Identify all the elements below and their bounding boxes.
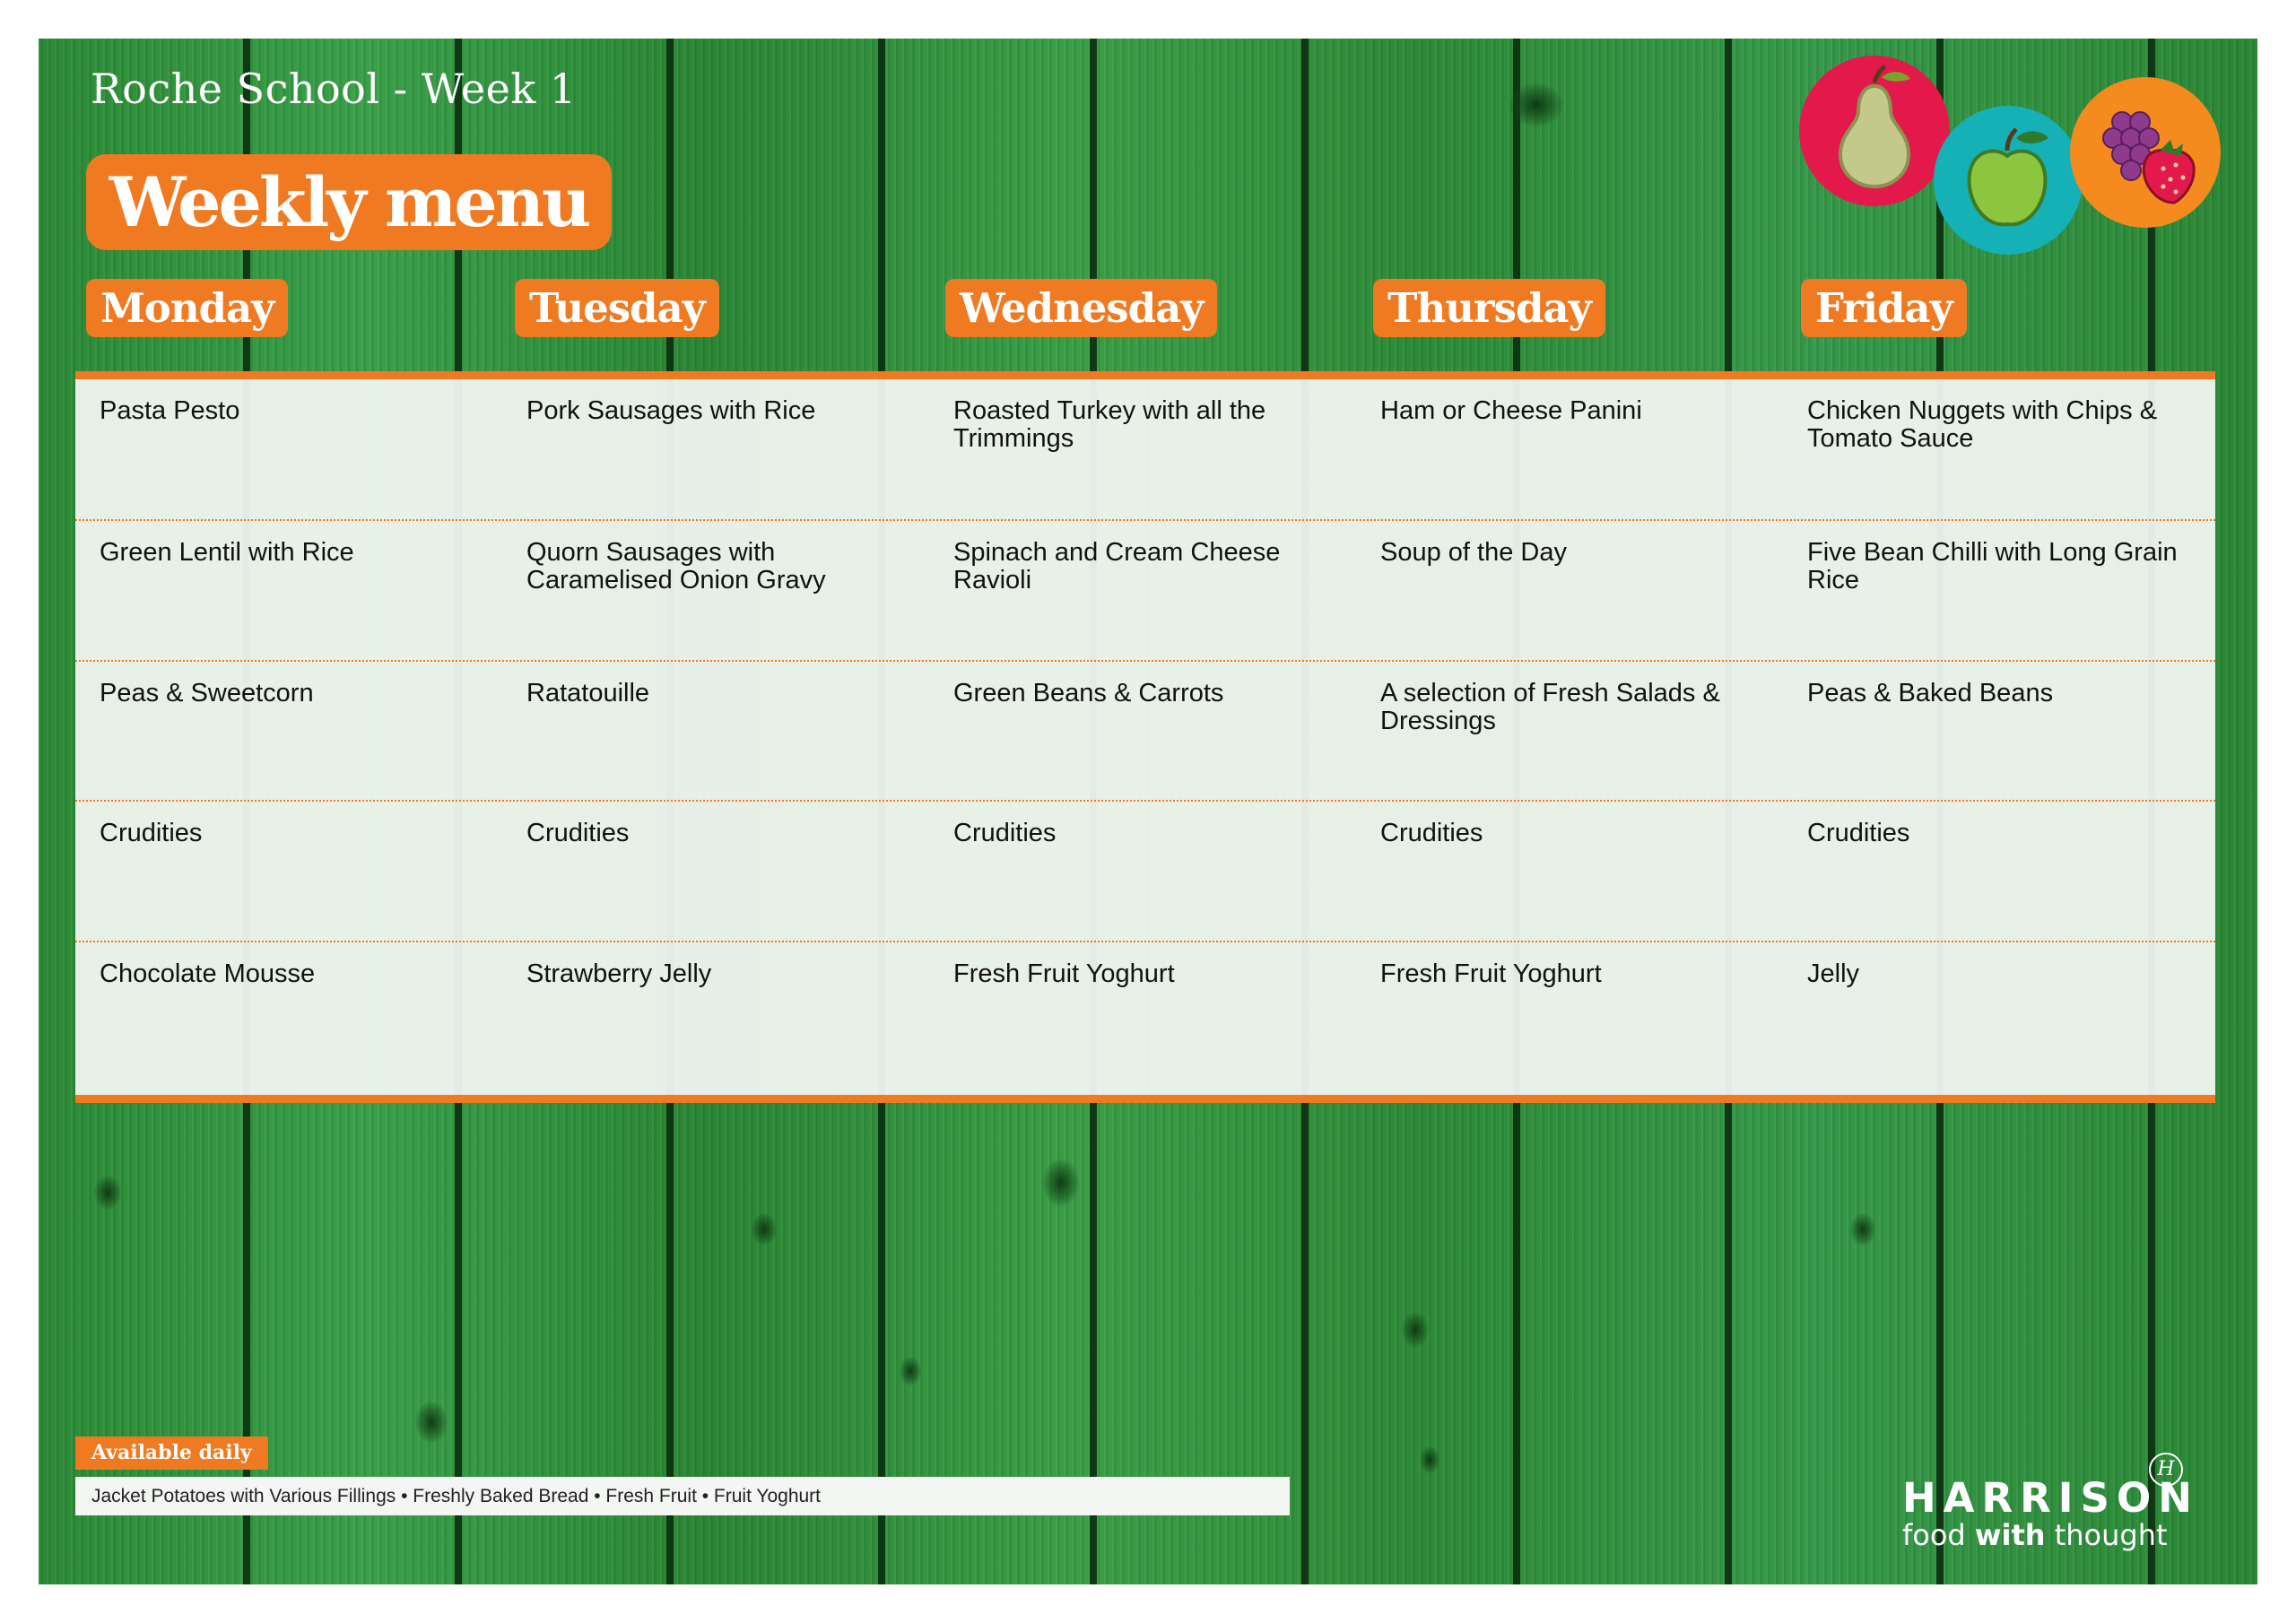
- available-daily-label: Available daily: [75, 1436, 268, 1470]
- logo-tagline-em: with: [1974, 1518, 2046, 1552]
- logo-tagline-pre: food: [1902, 1518, 1975, 1552]
- wood-knot: [752, 1213, 777, 1245]
- menu-cell: A selection of Fresh Salads & Dressings: [1380, 679, 1720, 735]
- wood-knot: [1402, 1312, 1429, 1348]
- menu-table: [75, 371, 2215, 1103]
- menu-cell: Soup of the Day: [1380, 538, 1567, 567]
- menu-cell: Spinach and Cream Cheese Ravioli: [953, 538, 1281, 595]
- pear-icon: [1799, 56, 1950, 206]
- menu-cell: Strawberry Jelly: [526, 959, 712, 988]
- menu-row: [75, 519, 2215, 661]
- menu-cell: Roasted Turkey with all the Trimmings: [953, 396, 1266, 453]
- menu-cell: Peas & Sweetcorn: [100, 679, 314, 707]
- menu-cell: Fresh Fruit Yoghurt: [953, 959, 1175, 988]
- logo-name: HARRISON: [1902, 1474, 2199, 1522]
- menu-row: [75, 941, 2215, 1082]
- day-header-monday: Monday: [86, 279, 288, 337]
- wood-knot: [94, 1176, 121, 1210]
- day-header-tuesday: Tuesday: [515, 279, 719, 337]
- menu-cell: Green Lentil with Rice: [100, 538, 354, 567]
- wood-knot: [900, 1357, 921, 1385]
- menu-row: [75, 660, 2215, 802]
- wood-knot: [415, 1402, 448, 1443]
- school-title: Roche School - Week 1: [91, 65, 577, 113]
- apple-icon: [1934, 106, 2083, 255]
- menu-cell: Ratatouille: [526, 679, 650, 707]
- logo-tagline: [1902, 1518, 2168, 1552]
- menu-cell: Five Bean Chilli with Long Grain Rice: [1807, 538, 2178, 595]
- menu-cell: Crudities: [1807, 819, 1910, 847]
- menu-cell: Peas & Baked Beans: [1807, 679, 2054, 707]
- menu-row: [75, 379, 2215, 519]
- menu-row: [75, 800, 2215, 942]
- wood-knot: [1420, 1446, 1439, 1473]
- menu-cell: Crudities: [526, 819, 630, 847]
- day-header-wednesday: Wednesday: [945, 279, 1217, 337]
- menu-cell: Chicken Nuggets with Chips & Tomato Sauce: [1807, 396, 2158, 453]
- wood-knot: [1509, 83, 1563, 126]
- berries-icon: [2070, 77, 2221, 228]
- menu-cell: Crudities: [100, 819, 203, 847]
- day-header-thursday: Thursday: [1373, 279, 1605, 337]
- menu-cell: Crudities: [953, 819, 1057, 847]
- available-daily-items: Jacket Potatoes with Various Fillings • Freshly Baked Bread • Fresh Fruit • Fruit Yoghurt: [75, 1477, 1290, 1515]
- menu-cell: Green Beans & Carrots: [953, 679, 1224, 707]
- menu-cell: Fresh Fruit Yoghurt: [1380, 959, 1602, 988]
- page-title: Weekly menu: [86, 154, 612, 250]
- logo-tagline-post: thought: [2045, 1518, 2168, 1552]
- day-header-friday: Friday: [1801, 279, 1967, 337]
- menu-cell: Quorn Sausages with Caramelised Onion Gravy: [526, 538, 826, 595]
- menu-cell: Chocolate Mousse: [100, 959, 316, 988]
- menu-cell: Pork Sausages with Rice: [526, 396, 816, 425]
- wood-knot: [1043, 1159, 1079, 1206]
- wood-knot: [1850, 1213, 1875, 1245]
- menu-cell: Jelly: [1807, 959, 1860, 988]
- logo-mark: H: [2149, 1453, 2183, 1487]
- menu-cell: Ham or Cheese Panini: [1380, 396, 1642, 425]
- menu-cell: Pasta Pesto: [100, 396, 240, 425]
- menu-cell: Crudities: [1380, 819, 1483, 847]
